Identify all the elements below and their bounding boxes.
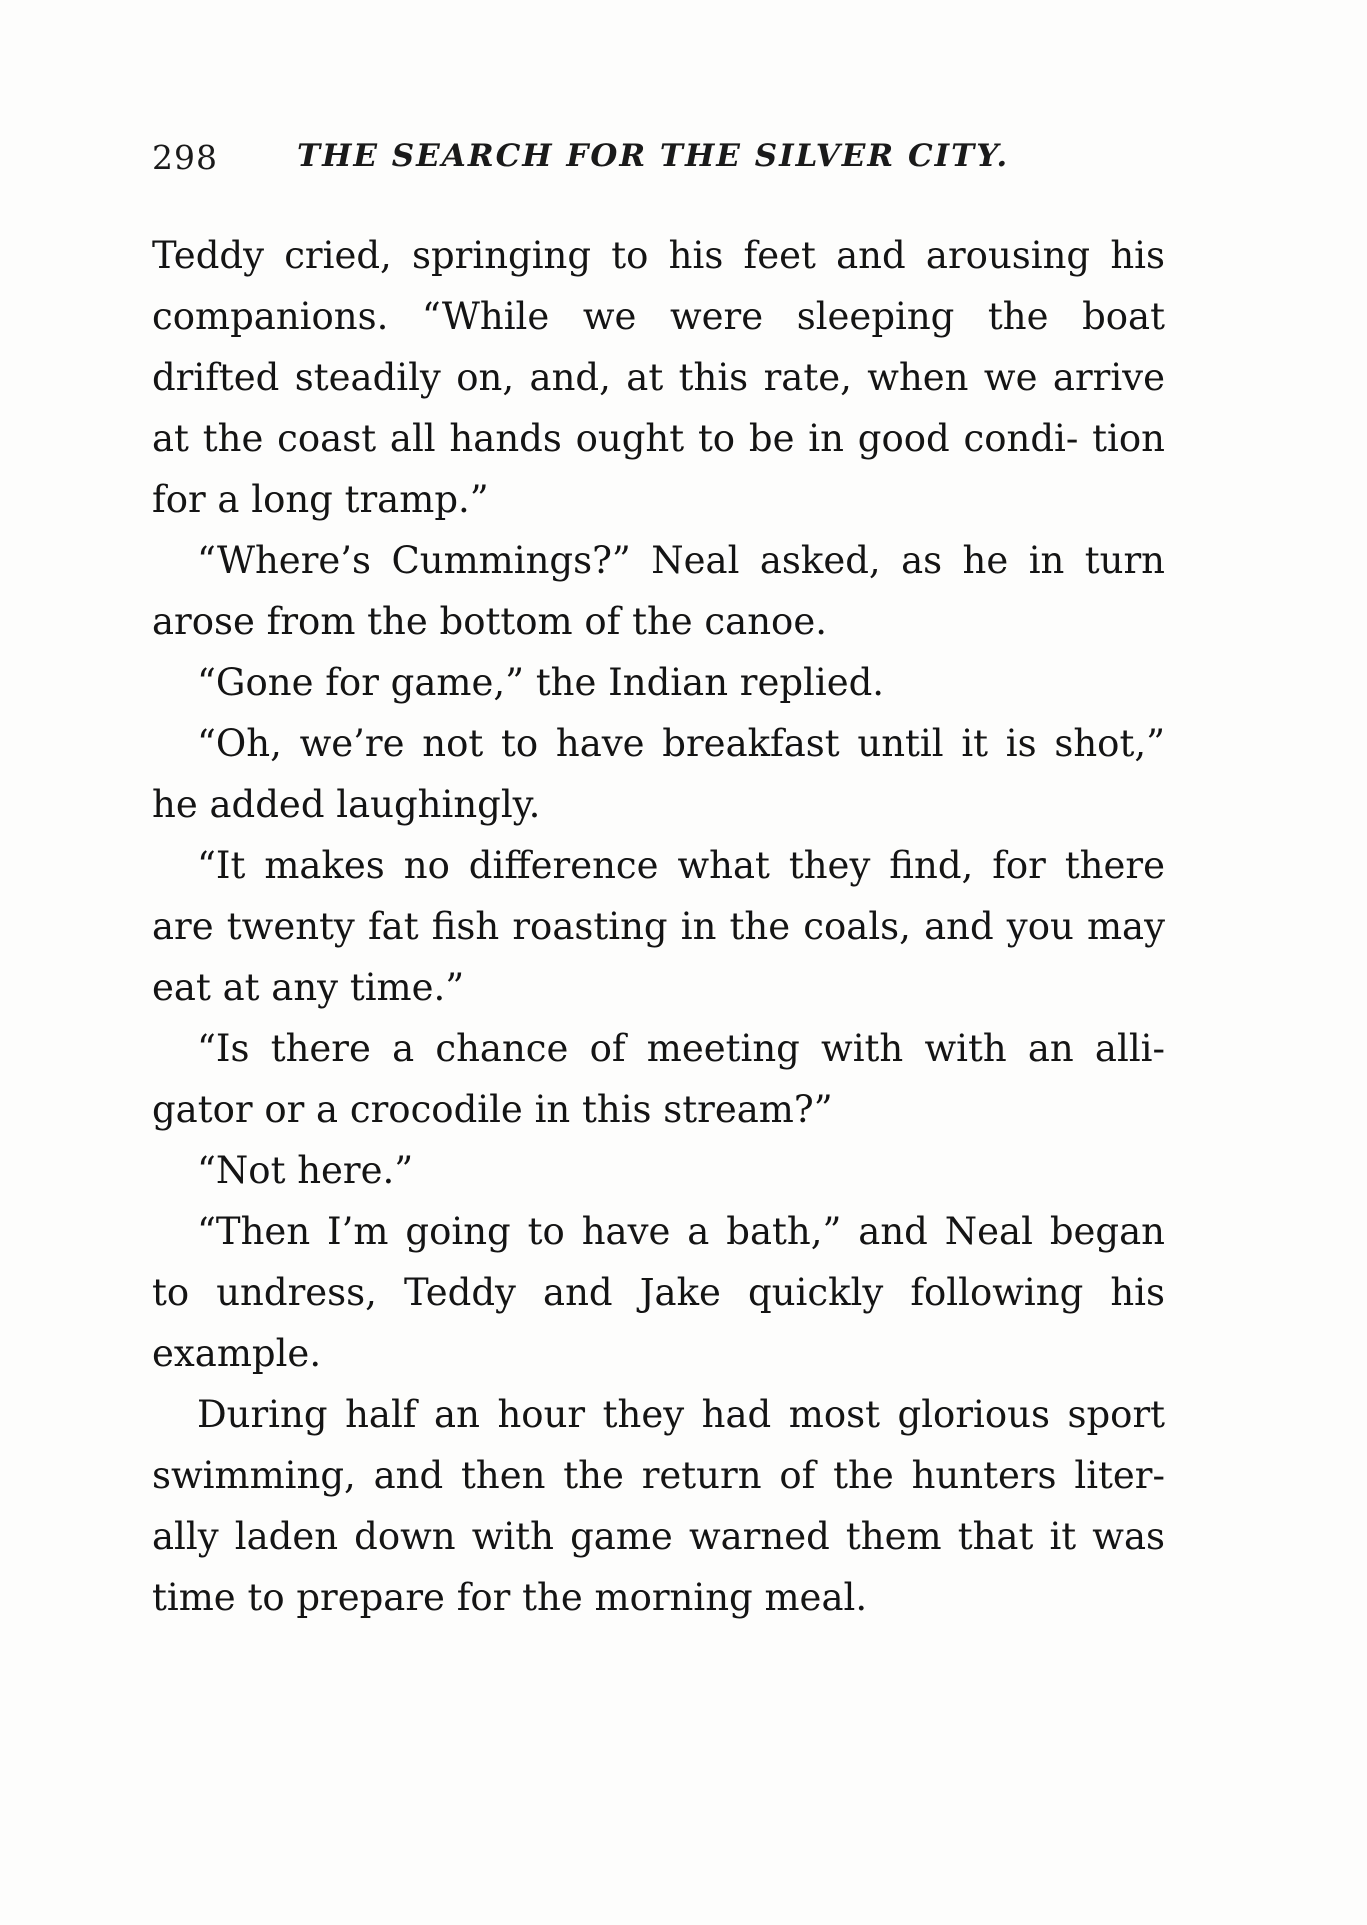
body-text — [152, 225, 1165, 1628]
paragraph-5: “It makes no difference what they find, for there are twenty fat fish roasting in the coals, and you may eat at any time.” — [152, 844, 1165, 1009]
page-number: 298 — [152, 138, 218, 177]
running-title: THE SEARCH FOR THE SILVER CITY. — [297, 138, 1010, 174]
paragraph-4: “Oh, we’re not to have breakfast until it is shot,” he added laughingly. — [152, 722, 1165, 826]
paragraph-1: Teddy cried, springing to his feet and arousing his companions. “While we were sleeping the boat drifted steadily on, and, at this rate, when we arrive at the coast all hands ought to be in good condi- tion for a long tramp.” — [152, 234, 1165, 521]
paragraph-8: “Then I’m going to have a bath,” and Neal began to undress, Teddy and Jake quickly following his example. — [152, 1210, 1165, 1375]
paragraph-7: “Not here.” — [197, 1149, 414, 1192]
paragraph-6: “Is there a chance of meeting with with an alli- gator or a crocodile in this stream?” — [152, 1027, 1165, 1131]
paragraph-2: “Where’s Cummings?” Neal asked, as he in turn arose from the bottom of the canoe. — [152, 539, 1165, 643]
paragraph-9: During half an hour they had most glorious sport swimming, and then the return of the hunters liter- ally laden down with game warned them that it was time to prepare for the morning meal. — [152, 1393, 1165, 1619]
paragraph-3: “Gone for game,” the Indian replied. — [197, 661, 885, 704]
page-header — [152, 138, 1032, 182]
